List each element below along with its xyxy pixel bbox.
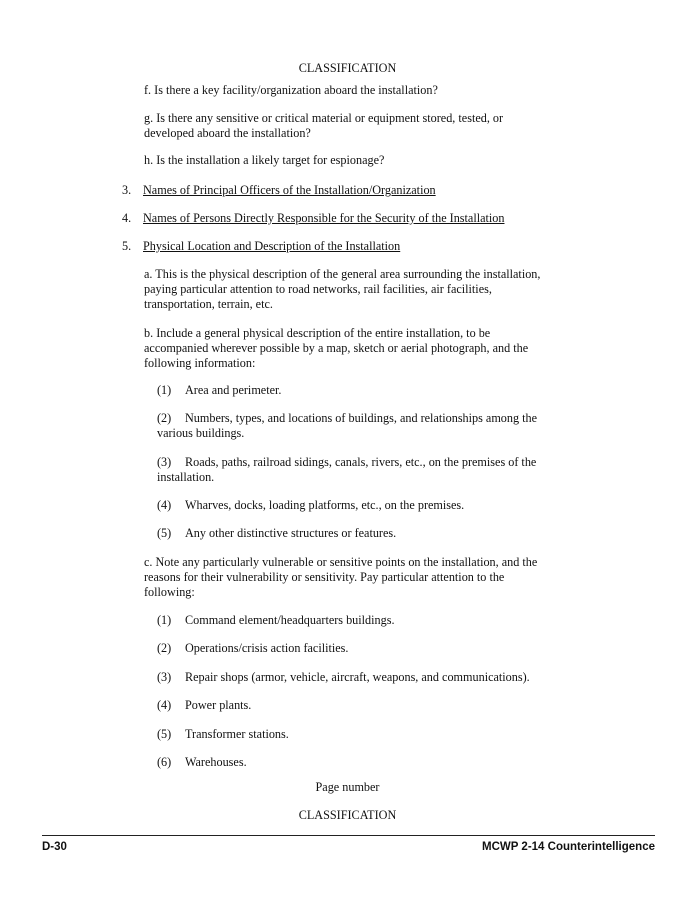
question-f: f. Is there a key facility/organization aboard the installation? xyxy=(144,83,438,97)
section-5-number: 5. xyxy=(122,239,132,253)
question-g-line1: g. Is there any sensitive or critical material or equipment stored, tested, or xyxy=(144,111,504,125)
footer-page-id: D-30 xyxy=(42,841,67,853)
para-a-line3: transportation, terrain, etc. xyxy=(144,297,273,311)
list-c-1-number: (1) xyxy=(157,613,172,627)
list-c-2-number: (2) xyxy=(157,641,172,655)
list-c-5-number: (5) xyxy=(157,727,172,741)
list-c-2-text: Operations/crisis action facilities. xyxy=(185,641,349,655)
list-c-5-text: Transformer stations. xyxy=(185,727,289,741)
footer-rule xyxy=(42,835,655,836)
para-c-line1: c. Note any particularly vulnerable or sensitive points on the installation, and the xyxy=(144,555,538,569)
para-a-line2: paying particular attention to road networks, rail facilities, air facilities, xyxy=(144,282,492,296)
list-b-4-text: Wharves, docks, loading platforms, etc., on the premises. xyxy=(185,498,465,512)
list-c-4-text: Power plants. xyxy=(185,698,252,712)
list-c-3-number: (3) xyxy=(157,670,172,684)
section-4-number: 4. xyxy=(122,211,132,225)
para-b-line1: b. Include a general physical description of the entire installation, to be xyxy=(144,326,491,340)
list-b-3-number: (3) xyxy=(157,455,172,469)
list-b-4-number: (4) xyxy=(157,498,172,512)
para-c-line3: following: xyxy=(144,585,195,599)
bottom-classification: CLASSIFICATION xyxy=(298,808,397,822)
section-4-title: Names of Persons Directly Responsible for the Security of the Installation xyxy=(143,211,505,225)
para-b-line2: accompanied wherever possible by a map, sketch or aerial photograph, and the xyxy=(144,341,529,355)
list-b-2-text-line1: Numbers, types, and locations of buildings, and relationships among the xyxy=(185,411,538,425)
para-a-line1: a. This is the physical description of the general area surrounding the installation, xyxy=(144,267,541,281)
list-b-1-text: Area and perimeter. xyxy=(185,383,282,397)
footer-publication-title: MCWP 2-14 Counterintelligence xyxy=(482,841,655,853)
section-5-title: Physical Location and Description of the Installation xyxy=(143,239,401,253)
page-number-label: Page number xyxy=(315,780,380,794)
list-c-4-number: (4) xyxy=(157,698,172,712)
section-3-title: Names of Principal Officers of the Installation/Organization xyxy=(143,183,436,197)
list-b-3-text-line1: Roads, paths, railroad sidings, canals, rivers, etc., on the premises of the xyxy=(185,455,537,469)
list-b-5-text: Any other distinctive structures or features. xyxy=(185,526,397,540)
para-c-line2: reasons for their vulnerability or sensitivity. Pay particular attention to the xyxy=(144,570,505,584)
header-classification: CLASSIFICATION xyxy=(298,61,397,75)
list-b-2-text-line2: various buildings. xyxy=(157,426,245,440)
list-c-1-text: Command element/headquarters buildings. xyxy=(185,613,395,627)
list-b-2-number: (2) xyxy=(157,411,172,425)
para-b-line3: following information: xyxy=(144,356,256,370)
list-b-5-number: (5) xyxy=(157,526,172,540)
question-g-line2: developed aboard the installation? xyxy=(144,126,311,140)
list-c-6-number: (6) xyxy=(157,755,172,769)
section-3-number: 3. xyxy=(122,183,132,197)
list-b-1-number: (1) xyxy=(157,383,172,397)
list-c-3-text: Repair shops (armor, vehicle, aircraft, weapons, and communications). xyxy=(185,670,530,684)
list-b-3-text-line2: installation. xyxy=(157,470,215,484)
list-c-6-text: Warehouses. xyxy=(185,755,247,769)
question-h: h. Is the installation a likely target for espionage? xyxy=(144,153,385,167)
